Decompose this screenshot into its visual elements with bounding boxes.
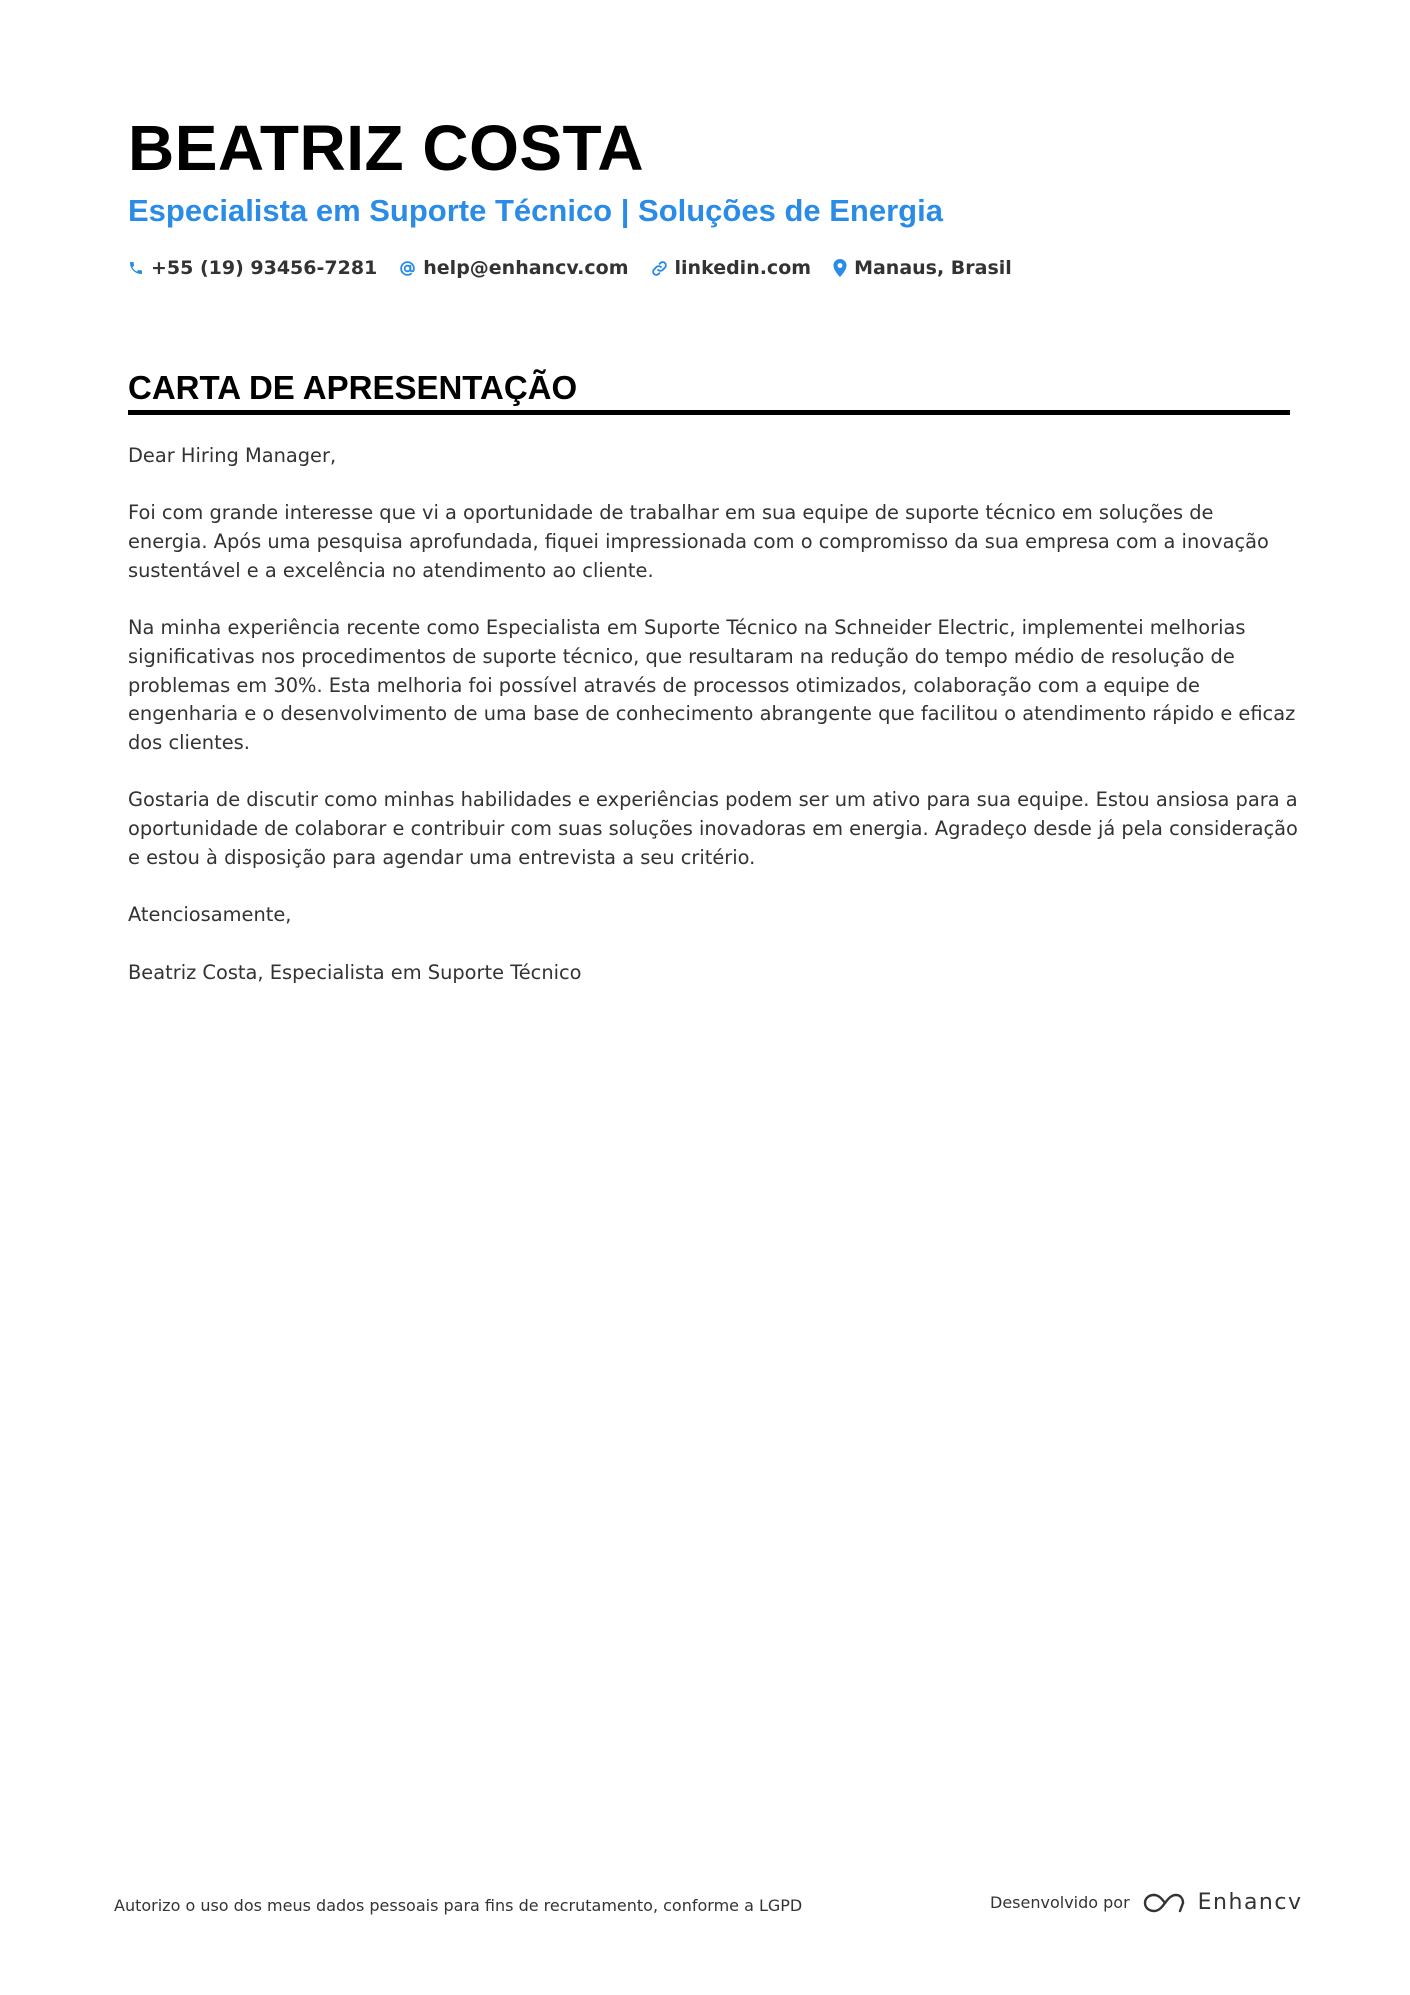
powered-by-label: Desenvolvido por	[990, 1893, 1130, 1912]
brand-name: Enhancv	[1197, 1890, 1303, 1915]
contact-bar	[128, 255, 1012, 281]
footer-brand[interactable]	[990, 1890, 1302, 1915]
link-icon	[651, 260, 668, 277]
letter-greeting: Dear Hiring Manager,	[128, 444, 337, 467]
enhancv-infinity-icon	[1142, 1891, 1188, 1915]
section-title: CARTA DE APRESENTAÇÃO	[128, 369, 578, 406]
letter-body	[128, 442, 1298, 1016]
letter-closing: Atenciosamente,	[128, 903, 292, 927]
letter-paragraph-1: Foi com grande interesse que vi a oportunidade de trabalhar em sua equipe de suporte técnico em soluções de energia. Após uma pesquisa aprofundada, fiquei impressionada com o compromisso da sua empresa com a inovação sustentável e a excelência no atendimento ao cliente.	[128, 501, 1269, 582]
contact-location	[833, 255, 1012, 281]
location-pin-icon	[833, 259, 847, 277]
at-sign-icon	[399, 260, 416, 277]
phone-icon	[128, 260, 144, 276]
candidate-headline: Especialista em Suporte Técnico | Soluções de Energia	[128, 193, 943, 228]
letter-signature: Beatriz Costa, Especialista em Suporte Técnico	[128, 960, 582, 984]
letter-paragraph-3: Gostaria de discutir como minhas habilidades e experiências podem ser um ativo para sua equipe. Estou ansiosa para a oportunidade de colaborar e contribuir com suas soluções inovadoras em energia. Agradeço desde já pela consideração e estou à disposição para agendar uma entrevista a seu critério.	[128, 788, 1298, 869]
contact-linkedin[interactable]	[651, 255, 812, 281]
contact-phone	[128, 255, 377, 281]
contact-linkedin-text: linkedin.com	[674, 257, 812, 279]
contact-email-text: help@enhancv.com	[423, 257, 629, 279]
contact-location-text: Manaus, Brasil	[854, 257, 1012, 279]
contact-email[interactable]	[399, 255, 628, 281]
footer-consent: Autorizo o uso dos meus dados pessoais para fins de recrutamento, conforme a LGPD	[114, 1896, 803, 1915]
section-divider	[128, 410, 1290, 415]
candidate-name: BEATRIZ COSTA	[128, 112, 645, 184]
contact-phone-text: +55 (19) 93456-7281	[151, 257, 378, 279]
letter-paragraph-2: Na minha experiência recente como Especialista em Suporte Técnico na Schneider Electric, implementei melhorias significativas nos procedimentos de suporte técnico, que resultaram na redução do tempo médio de resolução de problemas em 30%. Esta melhoria foi possível através de processos otimizados, colaboração com a equipe de engenharia e o desenvolvimento de uma base de conhecimento abrangente que facilitou o atendimento rápido e eficaz dos clientes.	[128, 616, 1296, 754]
enhancv-logo[interactable]	[1142, 1890, 1303, 1915]
